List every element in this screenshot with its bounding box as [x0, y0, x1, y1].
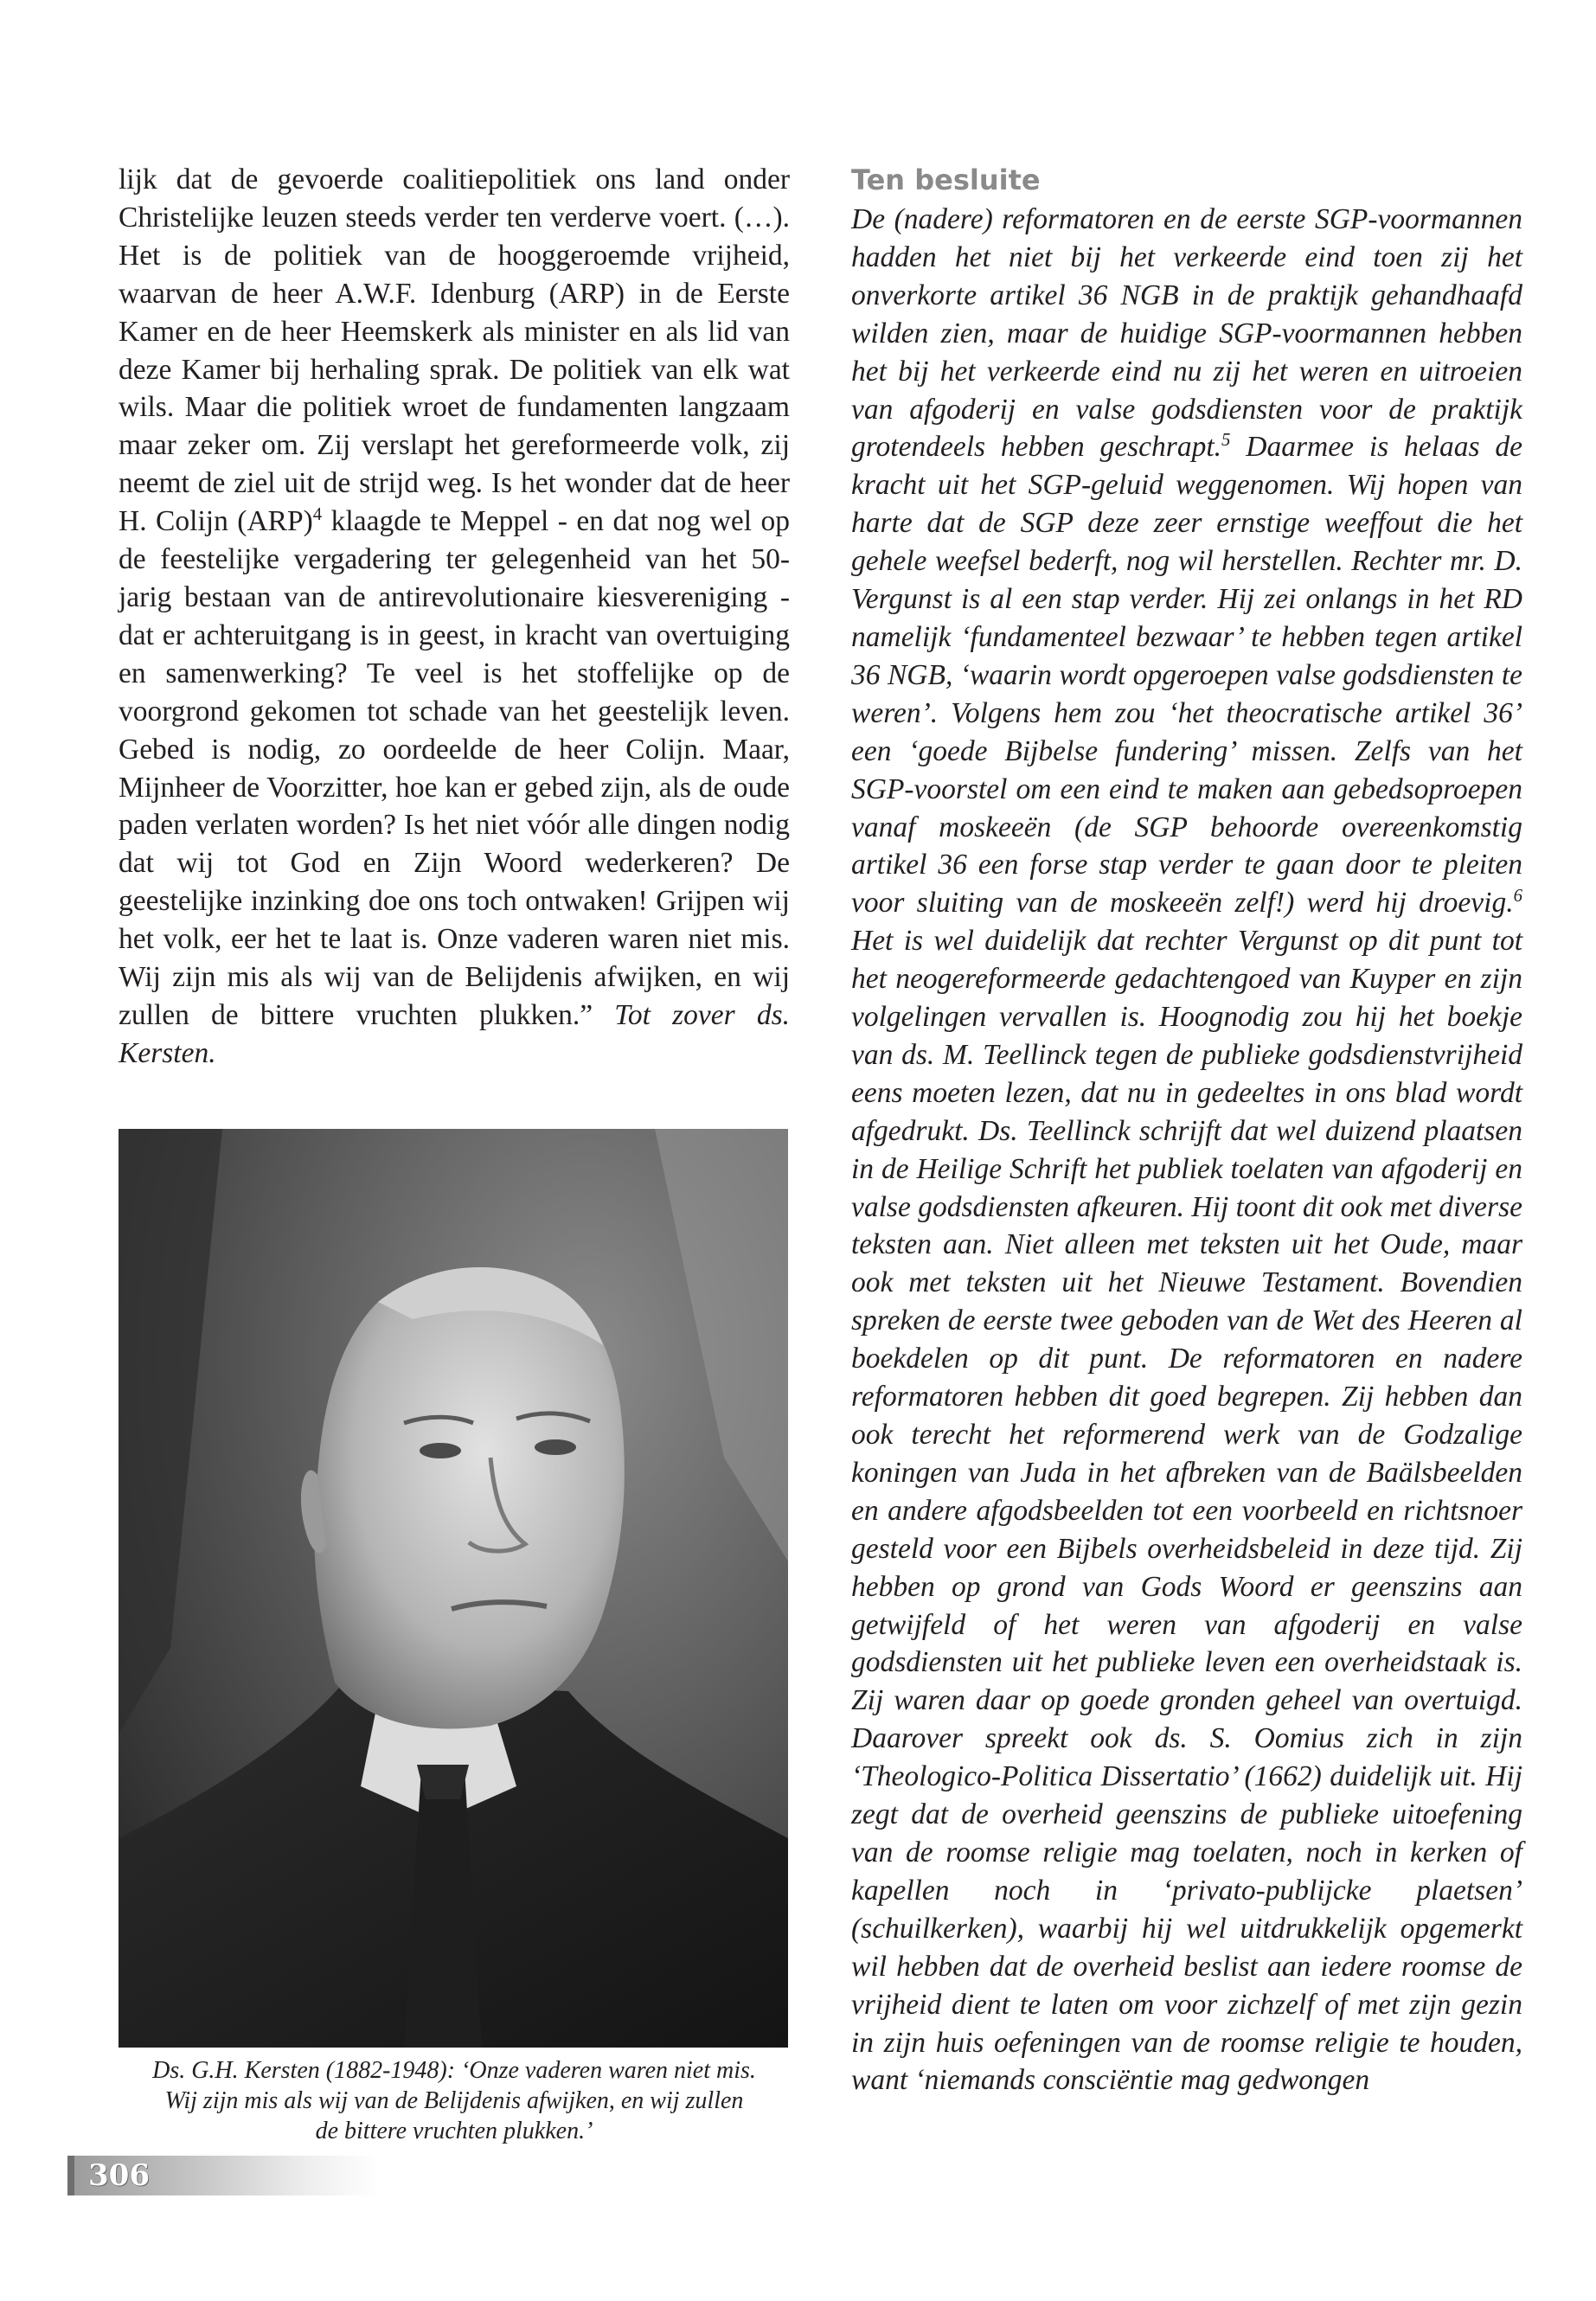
right-column [851, 163, 1522, 2099]
paragraph-text-cont: klaagde te Meppel - en dat nog wel op de feestelijke vergadering ter gelegenheid van het 50-jarig bestaan van de antirevolutionaire kiesvereniging - dat er achteruitgang is in geest, in kracht van overtuiging en samenwerking? Te veel is het stoffelijke op de voorgrond gekomen tot schade van het geestelijk leven. Gebed is nodig, zo oordeelde de heer Colijn. Maar, Mijnheer de Voorzitter, hoe kan er gebed zijn, als de oude paden verlaten worden? Is het niet vóór alle dingen nodig dat wij tot God en Zijn Woord wederkeren? De geestelijke inzinking doe ons toch ontwaken! Grijpen wij het volk, eer het te laat is. Onze vaderen waren niet mis. Wij zijn mis als wij van de Belijdenis afwijken, en wij zullen de bittere vruchten plukken.” [119, 505, 790, 1031]
portrait-image [119, 1129, 788, 2048]
footnote-ref[interactable]: 6 [1513, 886, 1522, 907]
folio-stripe [67, 2156, 74, 2195]
caption-line: Wij zijn mis als wij van de Belijdenis afwijken, en wij zullen [164, 2087, 744, 2114]
paragraph-text: Daarmee is helaas de kracht uit het SGP-geluid weggenomen. Wij hopen van harte dat de SGP deze zeer ernstige weeffout die het gehele weefsel bederft, nog wil herstellen. Rechter mr. D. Vergunst is al een stap verder. Hij zei onlangs in het RD namelijk ‘fundamenteel bezwaar’ te hebben tegen artikel 36 NGB, ‘waarin wordt opgeroepen valse godsdiensten te weren’. Volgens hem zou ‘het theocratische artikel 36’ een ‘goede Bijbelse fundering’ missen. Zelfs van het SGP-voorstel om een eind te maken aan gebedsoproepen vanaf moskeeën (de SGP behoorde overeenkomstig artikel 36 een forse stap verder te gaan door te pleiten voor sluiting van de moskeeën zelf!) werd hij droevig. [851, 431, 1522, 920]
paragraph-end-italic: Tot zover ds. Kersten. [119, 998, 790, 1069]
left-column [119, 161, 790, 1073]
page-number: 306 [88, 2158, 150, 2193]
section-heading: Ten besluite [851, 163, 1041, 196]
paragraph-text: lijk dat de gevoerde coalitiepolitiek ons land onder Christelijke leuzen steeds verder ten verderve voert. (…). Het is de politiek van de hooggeroemde vrijheid, waarvan de heer A.W.F. Idenburg (ARP) in de Eerste Kamer en de heer Heemskerk als minister en als lid van deze Kamer bij herhaling sprak. De politiek van elk wat wils. Maar die politiek wroet de fundamenten langzaam maar zeker om. Zij verslapt het gereformeerde volk, zij neemt de ziel uit de strijd weg. Is het wonder dat de heer H. Colijn (ARP) [119, 163, 790, 538]
footnote-ref[interactable]: 4 [312, 504, 323, 524]
caption-line: de bittere vruchten plukken.’ [315, 2118, 593, 2144]
body-paragraph-italic [851, 201, 1522, 2099]
paragraph-text: De (nadere) reformatoren en de eerste SGP-voormannen hadden het niet bij het verkeerde eind toen zij het onverkorte artikel 36 NGB in de praktijk gehandhaafd wilden zien, maar de huidige SGP-voormannen hebben het bij het verkeerde eind nu zij het weren en uitroeien van afgoderij en valse godsdiensten voor de praktijk grotendeels hebben geschrapt. [851, 203, 1522, 464]
portrait-photo [119, 1129, 788, 2048]
caption-line: Ds. G.H. Kersten (1882-1948): ‘Onze vaderen waren niet mis. [152, 2057, 756, 2084]
body-paragraph [119, 161, 790, 1073]
footnote-ref[interactable]: 5 [1221, 430, 1231, 451]
photo-caption [104, 2055, 804, 2146]
page-number-bar [67, 2156, 379, 2195]
paragraph-text: Het is wel duidelijk dat rechter Vergunst op dit punt tot het neogereformeerde gedachtengoed van Kuyper en zijn volgelingen vervallen is. Hoognodig zou hij het boekje van ds. M. Teellinck tegen de publieke godsdienstvrijheid eens moeten lezen, dat nu in gedeeltes in ons blad wordt afgedrukt. Ds. Teellinck schrijft dat wel duizend plaatsen in de Heilige Schrift het publiek toelaten van afgoderij en valse godsdiensten afkeuren. Hij toont dit ook met diverse teksten aan. Niet alleen met teksten uit het Oude, maar ook met teksten uit het Nieuwe Testament. Bovendien spreken de eerste twee geboden van de Wet des Heeren al boekdelen op dit punt. De reformatoren en nadere reformatoren hebben dit goed begrepen. Zij hebben dan ook terecht het reformerend werk van de Godzalige koningen van Juda in het afbreken van de Baälsbeelden en andere afgodsbeelden tot een voorbeeld en richtsnoer gesteld voor een Bijbels overheidsbeleid in deze tijd. Zij hebben op grond van Gods Woord er geenszins aan getwijfeld of het weren van afgoderij en valse godsdiensten uit het publieke leven een overheidstaak is. Zij waren daar op goede gronden geheel van overtuigd. Daarover spreekt ook ds. S. Oomius zich in zijn ‘Theologico-Politica Dissertatio’ (1662) duidelijk uit. Hij zegt dat de overheid geenszins de publieke uitoefening van de roomse religie mag toelaten, noch in kerken of kapellen noch in ‘privato-publijcke plaetsen’ (schuilkerken), waarbij hij wel uitdrukkelijk opgemerkt wil hebben dat de overheid beslist aan iedere roomse de vrijheid dient te laten om voor zichzelf of met zijn gezin in zijn huis oefeningen van de roomse religie te houden, want ‘niemands consciëntie mag gedwongen [851, 925, 1522, 2097]
